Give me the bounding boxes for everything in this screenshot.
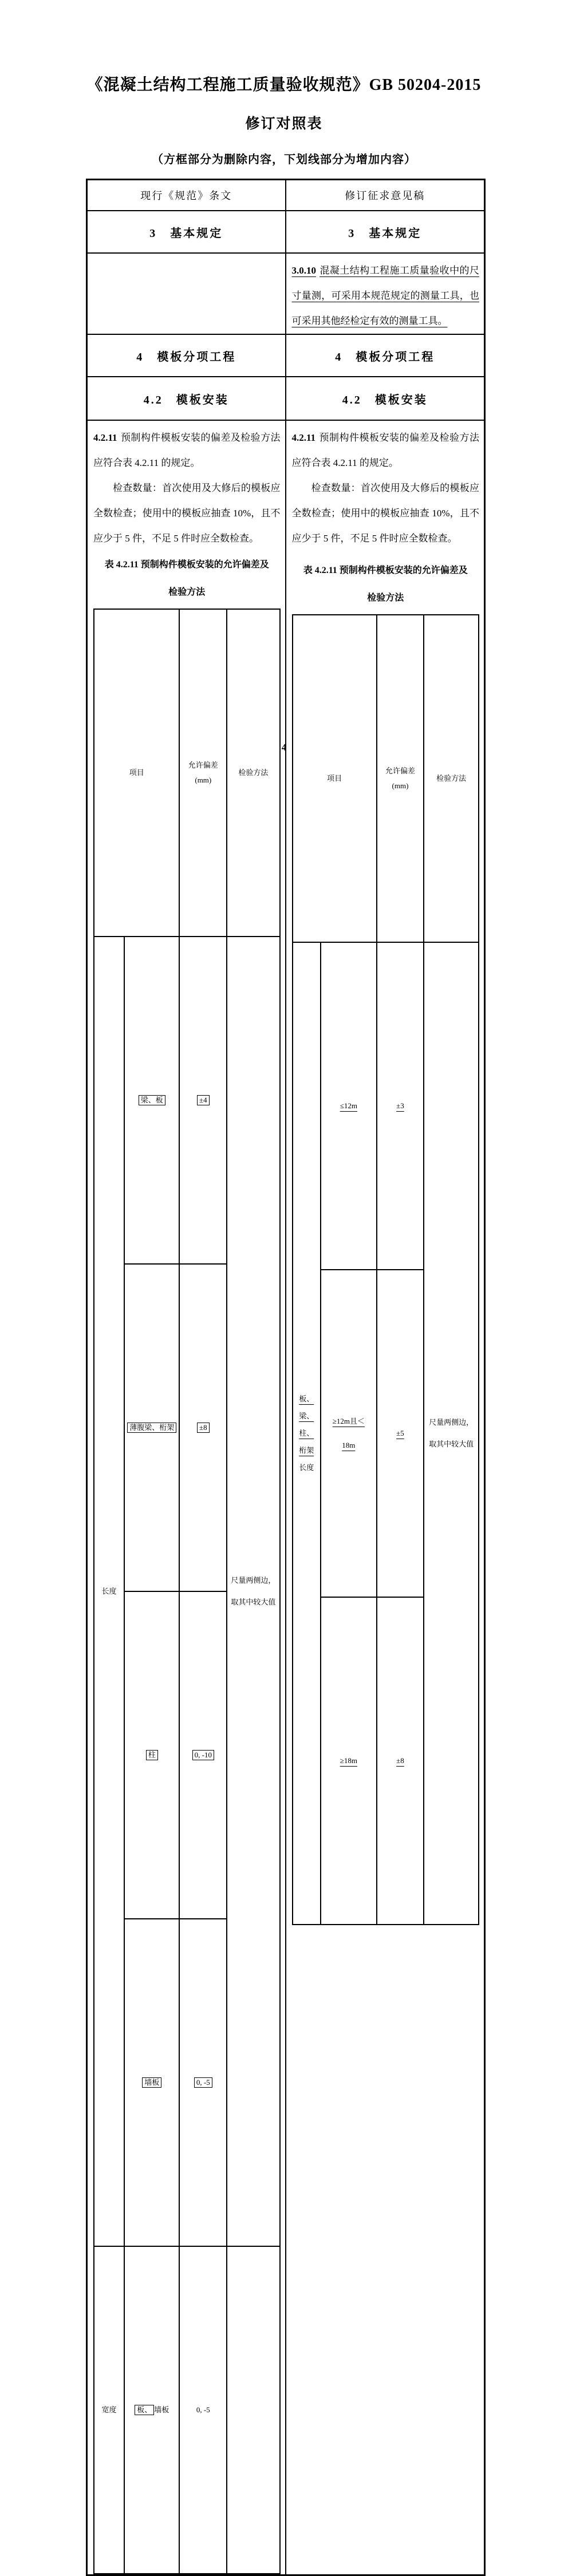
inner-header-row [293,615,479,942]
caption-line2: 检验方法 [367,593,404,603]
item-cell [124,1919,179,2246]
inner-table-right [292,614,480,1925]
item-cell [124,2246,179,2574]
table-row [293,942,479,1270]
header-item: 项目 [293,615,377,942]
clause-number: 4.2.11 [93,432,117,443]
caption-line1: 表 4.2.11 预制构件模板安装的允许偏差及 [303,566,468,575]
table-4211-caption [292,557,480,612]
section-3-right: 3 基本规定 [286,211,485,253]
deleted-value: 0, -5 [194,2077,212,2088]
clause-number: 3.0.10 [291,265,316,276]
added-item: 梁、 [299,1412,314,1420]
deleted-item: 柱 [146,1750,158,1761]
section-4-left: 4 模板分项工程 [87,334,286,377]
section-3-left: 3 基本规定 [87,211,286,253]
deleted-item: 薄腹梁、桁架 [127,1423,176,1433]
value-cell [377,942,424,1270]
section-4-right: 4 模板分项工程 [286,334,485,377]
value-cell [377,1597,424,1925]
clause-3010-cell [286,253,485,334]
method-cell: 尺量两侧边，取其中较大值 [424,942,479,1925]
item-text: 墙板 [154,2405,169,2414]
check-quantity-paragraph: 检查数量：首次使用及大修后的模板应全数检查；使用中的模板应抽查 10%，且不应少于 5 件，不足 5 件时应全数检查。 [93,483,281,544]
table-row [94,937,280,1264]
clause-3010-row [87,253,485,334]
table-header-row [87,180,485,211]
clause-text: 预制构件模板安装的偏差及检验方法应符合表 4.2.11 的规定。 [291,432,479,468]
deleted-item: 板、 [135,2405,154,2416]
col-header-current: 现行《规范》条文 [87,180,286,211]
item-cell [124,1264,179,1591]
group-length-members [293,942,321,1925]
added-value: ±8 [396,1756,404,1765]
header-method: 检验方法 [227,609,279,937]
deleted-item: 墙板 [142,2077,161,2088]
added-item: 板、 [299,1394,314,1403]
added-item: ≤12m [340,1101,357,1110]
item-cell [124,937,179,1264]
deleted-item: 梁、板 [139,1095,165,1106]
section-3-row [87,211,485,253]
caption-line2: 检验方法 [168,587,206,597]
doc-note: （方框部分为删除内容，下划线部分为增加内容） [152,153,416,166]
inner-table-left [93,609,281,2574]
value-cell [179,937,227,1264]
value-cell: 0, -5 [179,2246,227,2574]
item-cell [321,942,377,1270]
section-42-right: 4.2 模板安装 [286,377,485,420]
doc-title: 《混凝土结构工程施工质量验收规范》GB 50204-2015 [86,76,482,94]
check-quantity-paragraph: 检查数量：首次使用及大修后的模板应全数检查；使用中的模板应抽查 10%，且不应少于 5 件，不足 5 件时应全数检查。 [291,483,479,544]
deleted-value: ±4 [197,1095,210,1106]
clause-4211-paragraph [93,425,281,476]
table-4211-caption [93,551,281,606]
clause-3010-empty-cell [87,253,286,334]
section-42-left: 4.2 模板安装 [87,377,286,420]
added-item: 桁架 [299,1446,314,1455]
header-method: 检验方法 [424,615,479,942]
doc-subtitle: 修订对照表 [245,116,323,132]
value-cell [179,1591,227,1919]
added-item: ≥12m且＜18m [332,1417,365,1449]
comparison-table [86,179,486,2576]
section-4-row [87,334,485,377]
added-value: ±3 [396,1101,404,1110]
added-item: 柱、 [299,1429,314,1437]
group-width: 宽度 [94,2246,124,2574]
deleted-value: ±8 [197,1423,210,1433]
clause-4211-paragraph [292,425,480,476]
value-cell [179,1264,227,1591]
method-cell-empty [227,2246,279,2574]
header-tolerance [179,609,227,937]
value-cell [377,1270,424,1597]
deleted-value: 0, -10 [192,1750,214,1761]
col-header-revision: 修订征求意见稿 [286,180,485,211]
header-item: 项目 [94,609,179,937]
method-cell: 尺量两侧边，取其中较大值 [227,937,279,2246]
group-suffix: 长度 [299,1463,314,1472]
tolerance-unit: (mm) [195,776,212,784]
clause-number: 4.2.11 [291,432,316,443]
group-length: 长度 [94,937,124,2246]
inner-header-row [94,609,280,937]
item-cell [321,1597,377,1925]
tolerance-label: 允许偏差 [188,761,218,769]
tolerance-unit: (mm) [392,781,409,790]
added-item: ≥18m [340,1756,357,1765]
width-row [94,2246,280,2574]
section-42-row [87,377,485,420]
clause-3010-paragraph [292,258,480,334]
header-tolerance [377,615,424,942]
added-text [292,265,480,326]
tolerance-label: 允许偏差 [385,767,415,775]
caption-line1: 表 4.2.11 预制构件模板安装的允许偏差及 [104,560,269,570]
clause-text: 混凝土结构工程施工质量验收中的尺寸量测，可采用本规范规定的测量工具，也可采用其他经检定有效的测量工具。 [291,265,479,326]
page-number: 4 [281,742,287,753]
value-cell [179,1919,227,2246]
added-value: ±5 [396,1428,404,1437]
item-cell [321,1270,377,1597]
clause-text: 预制构件模板安装的偏差及检验方法应符合表 4.2.11 的规定。 [93,432,281,468]
item-cell [124,1591,179,1919]
